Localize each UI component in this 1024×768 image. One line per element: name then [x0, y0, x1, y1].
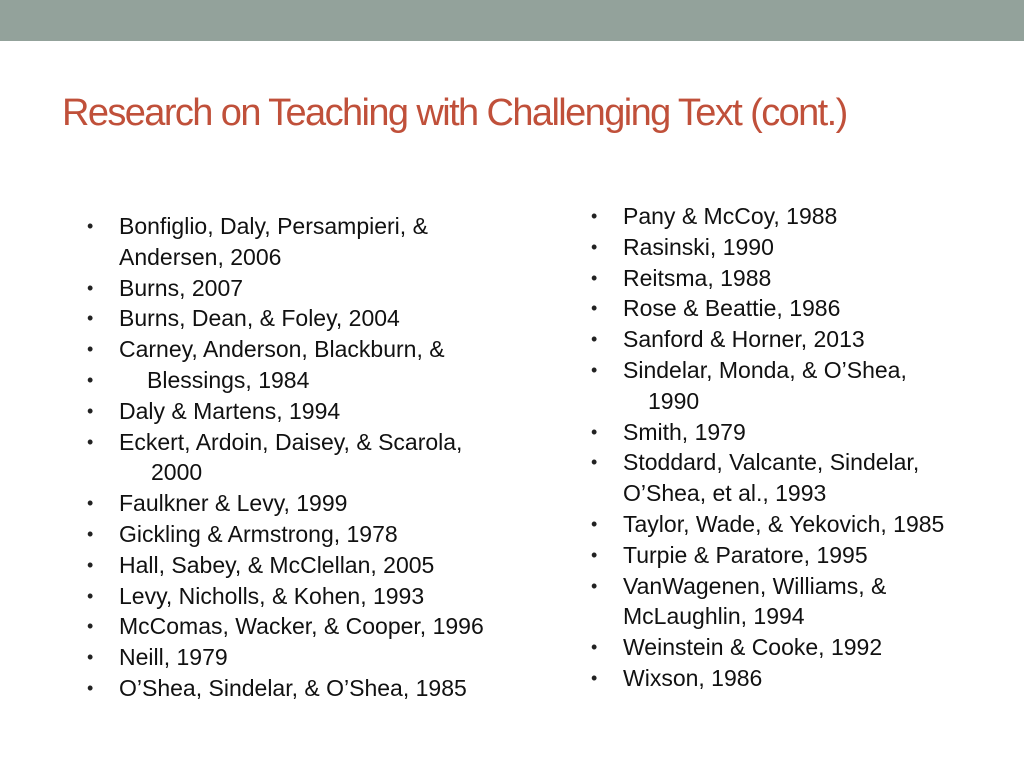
list-item [591, 201, 1011, 232]
bullet-icon: • [87, 677, 94, 698]
bullet-icon: • [591, 206, 598, 226]
bullet-icon: • [591, 575, 598, 596]
bullet-icon: • [591, 267, 598, 288]
list-item [87, 550, 557, 581]
reference-text: Neill, 1979 [119, 644, 228, 671]
reference-text-continued: McLaughlin, 1994 [623, 603, 805, 630]
reference-text: Weinstein & Cooke, 1992 [623, 634, 883, 661]
slide-title: Research on Teaching with Challenging Text (cont.) [62, 92, 847, 134]
list-item [87, 334, 557, 365]
list-item [87, 273, 557, 304]
reference-text: Sanford & Horner, 2013 [623, 326, 865, 353]
list-item [591, 232, 1011, 263]
reference-text: Carney, Anderson, Blackburn, & [119, 336, 445, 363]
bullet-icon: • [87, 616, 94, 637]
bullet-icon: • [87, 554, 94, 575]
reference-text: Rasinski, 1990 [623, 233, 774, 260]
bullet-icon: • [591, 544, 598, 565]
bullet-icon: • [591, 359, 598, 380]
reference-text: Pany & McCoy, 1988 [623, 203, 838, 229]
reference-text: Eckert, Ardoin, Daisey, & Scarola, [119, 428, 463, 455]
reference-text: O’Shea, Sindelar, & O’Shea, 1985 [119, 674, 467, 701]
reference-text: Faulkner & Levy, 1999 [119, 490, 348, 517]
bullet-icon: • [87, 585, 94, 606]
list-item [591, 509, 1011, 540]
bullet-icon: • [591, 513, 598, 534]
reference-text-continued: Andersen, 2006 [119, 243, 282, 270]
bullet-icon: • [591, 236, 598, 257]
list-item [87, 427, 557, 489]
list-item [591, 324, 1011, 355]
reference-text-continued: O’Shea, et al., 1993 [623, 480, 827, 507]
reference-text: Reitsma, 1988 [623, 264, 772, 291]
list-item [87, 211, 557, 273]
bullet-icon: • [87, 308, 94, 329]
bullet-icon: • [87, 277, 94, 298]
reference-text: Taylor, Wade, & Yekovich, 1985 [623, 510, 945, 537]
list-item [591, 263, 1011, 294]
reference-text-continued: 1990 [648, 387, 700, 414]
list-item [87, 519, 557, 550]
bullet-icon: • [591, 329, 598, 350]
list-item [591, 417, 1011, 448]
reference-text: Blessings, 1984 [147, 366, 310, 393]
list-item [87, 303, 557, 334]
reference-text: McComas, Wacker, & Cooper, 1996 [119, 613, 484, 640]
list-item [87, 365, 557, 396]
bullet-icon: • [87, 523, 94, 544]
list-item [87, 642, 557, 673]
reference-text: Rose & Beattie, 1986 [623, 295, 841, 322]
reference-text: Stoddard, Valcante, Sindelar, [623, 449, 920, 476]
reference-text: Wixson, 1986 [623, 664, 763, 691]
bullet-icon: • [87, 647, 94, 668]
list-item [87, 396, 557, 427]
bullet-icon: • [591, 667, 598, 688]
bullet-icon: • [591, 298, 598, 319]
list-item [591, 355, 1011, 417]
list-item [591, 293, 1011, 324]
reference-text: Burns, Dean, & Foley, 2004 [119, 305, 400, 332]
reference-text: Gickling & Armstrong, 1978 [119, 520, 398, 547]
list-item [591, 540, 1011, 571]
list-item [87, 673, 557, 704]
bullet-icon: • [87, 339, 94, 360]
reference-text: Turpie & Paratore, 1995 [623, 541, 868, 568]
bullet-icon: • [87, 431, 94, 452]
bullet-icon: • [591, 452, 598, 473]
list-item [591, 447, 1011, 509]
reference-text: Smith, 1979 [623, 418, 746, 445]
bullet-icon: • [87, 400, 94, 421]
list-item [591, 663, 1011, 694]
bullet-icon: • [87, 369, 94, 390]
list-item [591, 632, 1011, 663]
bullet-icon: • [591, 421, 598, 442]
list-item [87, 611, 557, 642]
reference-text-continued: 2000 [151, 459, 203, 486]
list-item [87, 488, 557, 519]
bullet-icon: • [87, 216, 94, 236]
reference-text: Burns, 2007 [119, 274, 244, 301]
reference-text: Daly & Martens, 1994 [119, 397, 341, 424]
reference-text: VanWagenen, Williams, & [623, 572, 887, 599]
top-banner [0, 0, 1024, 41]
reference-list-right [591, 201, 1011, 694]
list-item [591, 571, 1011, 633]
reference-text: Levy, Nicholls, & Kohen, 1993 [119, 582, 425, 609]
bullet-icon: • [591, 637, 598, 658]
reference-text: Hall, Sabey, & McClellan, 2005 [119, 551, 435, 578]
bullet-icon: • [87, 493, 94, 514]
reference-text: Bonfiglio, Daly, Persampieri, & [119, 213, 428, 239]
reference-list-left [87, 211, 557, 704]
list-item [87, 581, 557, 612]
reference-text: Sindelar, Monda, & O’Shea, [623, 356, 907, 383]
